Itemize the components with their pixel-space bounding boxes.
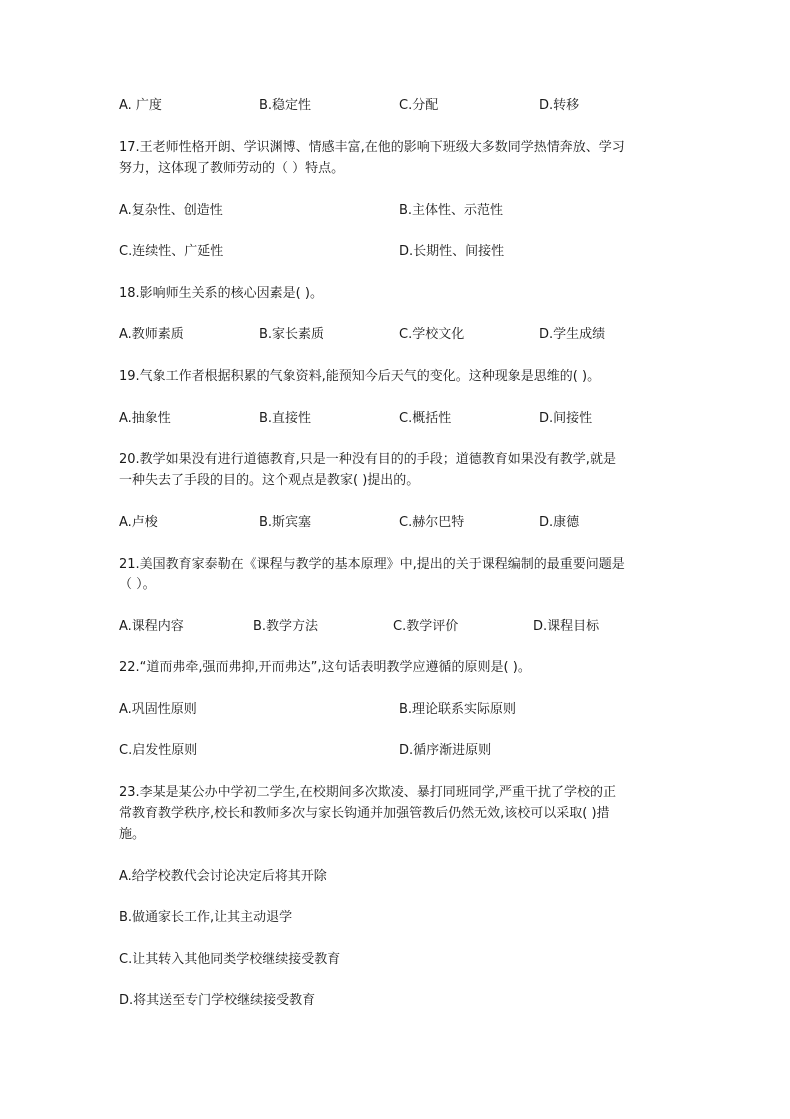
question-21-stem-line-1: 21.美国教育家泰勒在《课程与教学的基本原理》中,提出的关于课程编制的最重要问题是 xyxy=(119,557,625,572)
question-20-stem-line-1: 20.教学如果没有进行道德教育,只是一种没有目的的手段；道德教育如果没有教学,就是 xyxy=(119,452,616,467)
option-b: B.主体性、示范性 xyxy=(399,203,504,218)
option-d: D.转移 xyxy=(539,98,580,113)
question-23-stem-line-3: 施。 xyxy=(119,827,146,842)
question-19-stem: 19.气象工作者根据积累的气象资料,能预知今后天气的变化。这种现象是思维的( )。 xyxy=(119,369,601,384)
option-a: A.卢梭 xyxy=(119,515,158,530)
question-21-stem-line-2: （ ）。 xyxy=(119,577,156,592)
option-c: C.学校文化 xyxy=(399,327,465,342)
question-20-stem-line-2: 一种失去了手段的目的。这个观点是教家( )提出的。 xyxy=(119,473,420,488)
option-d: D.间接性 xyxy=(539,411,593,426)
option-d: D.将其送至专门学校继续接受教育 xyxy=(119,993,316,1008)
option-c: C.启发性原则 xyxy=(119,743,198,758)
option-a: A.抽象性 xyxy=(119,411,171,426)
option-b: B.教学方法 xyxy=(253,619,319,634)
question-23-stem-line-2: 常教育教学秩序,校长和教师多次与家长钩通并加强管教后仍然无效,该校可以采取( )措 xyxy=(119,806,610,821)
option-b: B.斯宾塞 xyxy=(259,515,312,530)
option-d: D.循序渐进原则 xyxy=(399,743,492,758)
option-b: B.稳定性 xyxy=(259,98,312,113)
option-a: A.巩固性原则 xyxy=(119,702,197,717)
question-23-stem-line-1: 23.李某是某公办中学初二学生,在校期间多次欺凌、暴打同班同学,严重干扰了学校的正 xyxy=(119,785,616,800)
option-b: B.理论联系实际原则 xyxy=(399,702,517,717)
question-22-stem: 22.“道而弗牵,强而弗抑,开而弗达”,这句话表明教学应遵循的原则是( )。 xyxy=(119,660,531,675)
option-c: C.教学评价 xyxy=(393,619,459,634)
question-18-stem: 18.影响师生关系的核心因素是( )。 xyxy=(119,286,323,301)
option-b: B.直接性 xyxy=(259,411,312,426)
option-c: C.概括性 xyxy=(399,411,452,426)
question-17-stem-line-1: 17.王老师性格开朗、学识渊博、情感丰富,在他的影响下班级大多数同学热情奔放、学习 xyxy=(119,140,625,155)
option-c: C.赫尔巴特 xyxy=(399,515,465,530)
option-d: D.学生成绩 xyxy=(539,327,606,342)
option-c: C.分配 xyxy=(399,98,439,113)
option-c: C.让其转入其他同类学校继续接受教育 xyxy=(119,952,341,967)
option-d: D.长期性、间接性 xyxy=(399,244,505,259)
option-d: D.课程目标 xyxy=(533,619,600,634)
option-b: B.家长素质 xyxy=(259,327,325,342)
option-a: A. 广度 xyxy=(119,98,162,113)
option-d: D.康德 xyxy=(539,515,580,530)
question-17-stem-line-2: 努力，这体现了教师劳动的（ ）特点。 xyxy=(119,161,345,176)
option-b: B.做通家长工作,让其主动退学 xyxy=(119,910,293,925)
option-a: A.给学校教代会讨论决定后将其开除 xyxy=(119,869,327,884)
option-c: C.连续性、广延性 xyxy=(119,244,224,259)
option-a: A.课程内容 xyxy=(119,619,184,634)
option-a: A.复杂性、创造性 xyxy=(119,203,223,218)
option-a: A.教师素质 xyxy=(119,327,184,342)
